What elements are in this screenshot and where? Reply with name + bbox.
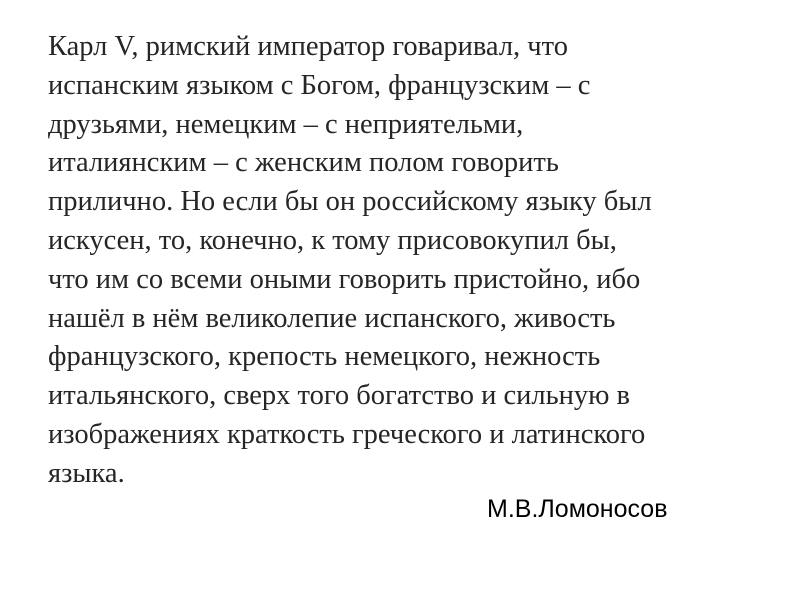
quote-line: Карл V, римский император говаривал, что [48,31,568,62]
quote-line: французского, крепость немецкого, нежность [48,341,601,373]
quote-line: итальянского, сверх того богатство и сильную в [48,380,630,412]
quote-line: италиянским – с женским полом говорить [48,147,559,179]
quote-text [48,28,768,494]
quote-line: нашёл в нём великолепие испанского, живость [48,302,616,334]
quote-line: испанским языком с Богом, французским – с [48,69,591,101]
quote-line: прилично. Но если бы он российскому языку был [48,186,652,218]
quote-author: М.В.Ломоносов [487,495,668,523]
quote-line: языка. [48,457,125,489]
quote-line: искусен, то, конечно, к тому присовокупил бы, [48,224,617,256]
quote-line: что им со всеми оными говорить пристойно, ибо [48,263,641,295]
quote-line: друзьями, немецким – с неприятельми, [48,108,524,140]
quote-line: изображениях краткость греческого и латинского [48,418,646,450]
